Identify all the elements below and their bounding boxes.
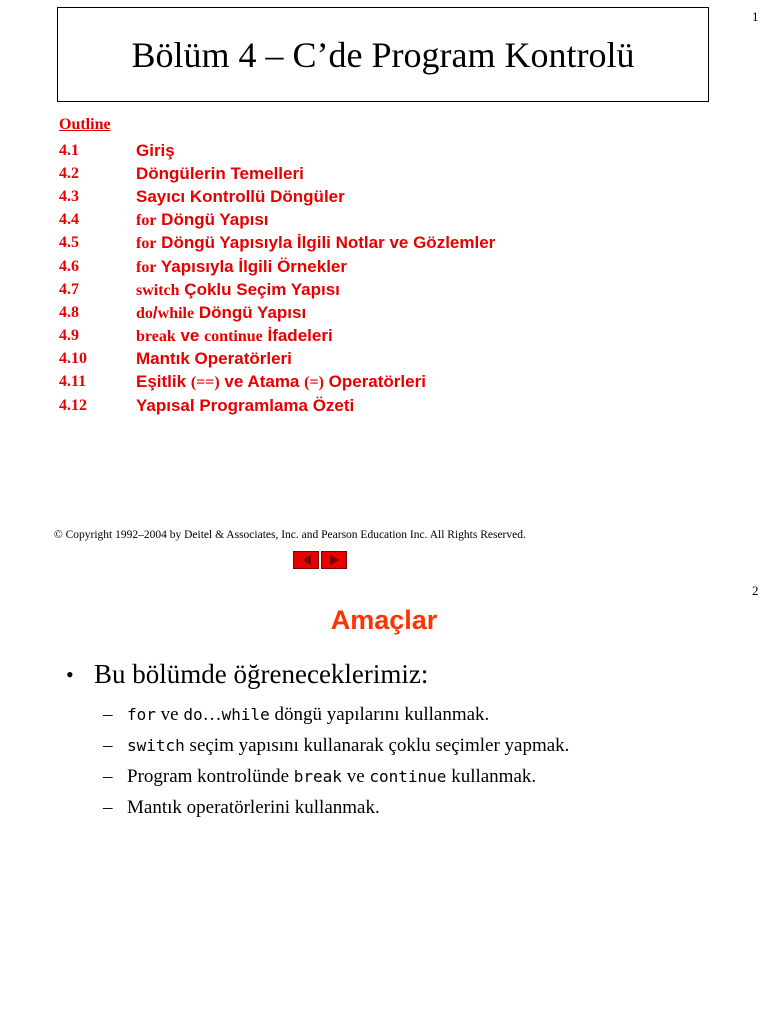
section-title-part: Döngü Yapısı: [156, 210, 269, 230]
triangle-right-icon: [330, 555, 339, 565]
code-keyword: continue: [369, 767, 447, 786]
section-number: 4.5: [59, 234, 79, 252]
outline-link[interactable]: Outline: [59, 116, 111, 133]
section-title-part: Yapısıyla İlgili Örnekler: [156, 256, 347, 276]
bullet-item: [66, 659, 428, 690]
outline-item[interactable]: [59, 301, 495, 324]
slide-title: Bölüm 4 – C’de Program Kontrolü: [131, 34, 635, 75]
section-title-part: Eşitlik: [136, 372, 191, 392]
objective-text: döngü yapılarını kullanmak.: [269, 703, 490, 725]
next-slide-button[interactable]: [321, 551, 347, 569]
outline-item[interactable]: [59, 255, 495, 278]
section-title-part: Operatörleri: [323, 372, 426, 392]
code-keyword: for: [127, 705, 156, 724]
section-number: 4.6: [59, 257, 79, 275]
outline-item[interactable]: [59, 232, 495, 255]
outline-list: [59, 139, 495, 417]
code-keyword: break: [293, 767, 342, 786]
section-number: 4.10: [59, 350, 87, 368]
objective-text: ve: [155, 703, 184, 725]
section-title: [136, 372, 426, 392]
code-keyword: while: [221, 705, 270, 724]
section-title: [136, 303, 306, 323]
section-title: [136, 141, 175, 161]
section-number: 4.7: [59, 280, 79, 298]
copyright-notice: © Copyright 1992–2004 by Deitel & Associates, Inc. and Pearson Education Inc. All Rights Reserved.: [54, 529, 526, 541]
outline-item[interactable]: [59, 325, 495, 348]
dash-icon: –: [103, 734, 113, 756]
section-title-part: break: [136, 328, 176, 346]
section-title-part: İfadeleri: [262, 326, 333, 346]
outline-item[interactable]: [59, 185, 495, 208]
slide-title: Amaçlar: [330, 605, 438, 635]
section-number: 4.11: [59, 373, 87, 391]
code-keyword: switch: [127, 736, 185, 755]
section-title: [136, 233, 495, 253]
section-title-part: Döngülerin Temelleri: [136, 163, 304, 183]
objective-item: [103, 761, 569, 792]
section-title-part: for: [136, 235, 157, 253]
outline-item[interactable]: [59, 162, 495, 185]
objective-text: …: [202, 703, 222, 725]
section-number: 4.2: [59, 164, 79, 182]
section-title-part: Giriş: [136, 140, 175, 160]
section-title-part: ve Atama: [219, 372, 305, 392]
objective-text: ve: [341, 765, 370, 787]
section-title: [136, 257, 347, 277]
dash-icon: –: [103, 765, 113, 787]
section-number: 4.9: [59, 327, 79, 345]
dash-icon: –: [103, 796, 113, 818]
page-number: 2: [752, 583, 759, 598]
section-title-part: Döngü Yapısı: [194, 302, 307, 322]
section-title: [136, 187, 345, 207]
outline-item[interactable]: [59, 139, 495, 162]
section-title-part: /: [152, 302, 158, 322]
section-title-part: Sayıcı Kontrollü Döngüler: [136, 186, 345, 206]
section-title: [136, 349, 292, 369]
section-number: 4.3: [59, 187, 79, 205]
outline-item[interactable]: [59, 371, 495, 394]
section-title-part: Döngü Yapısıyla İlgili Notlar ve Gözlemler: [156, 233, 496, 253]
section-title-part: ve: [175, 326, 205, 346]
objectives-list: [103, 699, 569, 823]
section-title: [136, 210, 269, 230]
slide-navigation: [293, 551, 347, 569]
section-number: 4.12: [59, 396, 87, 414]
outline-item[interactable]: [59, 394, 495, 417]
objective-text: kullanmak.: [446, 765, 537, 787]
triangle-left-icon: [302, 555, 311, 565]
objective-text: Mantık operatörlerini kullanmak.: [127, 796, 380, 818]
section-title-part: continue: [204, 328, 263, 346]
previous-slide-button[interactable]: [293, 551, 319, 569]
code-keyword: do: [183, 705, 203, 724]
bullet-text: Bu bölümde öğreneceklerimiz:: [94, 659, 429, 689]
dash-icon: –: [103, 703, 113, 725]
section-title-part: (=): [304, 374, 324, 392]
section-title-part: Mantık Operatörleri: [136, 349, 292, 369]
bullet-icon: •: [66, 661, 74, 687]
section-title-part: (==): [190, 374, 220, 392]
objective-item: [103, 699, 569, 730]
section-number: 4.4: [59, 211, 79, 229]
section-title-part: for: [136, 212, 157, 230]
section-title-part: Çoklu Seçim Yapısı: [179, 279, 340, 299]
section-title: [136, 326, 333, 346]
objective-text: Program kontrolünde: [127, 765, 294, 787]
section-number: 4.1: [59, 141, 79, 159]
section-title-part: do: [136, 304, 153, 322]
outline-item[interactable]: [59, 278, 495, 301]
objective-item: [103, 730, 569, 761]
outline-item[interactable]: [59, 348, 495, 371]
objective-text: seçim yapısını kullanarak çoklu seçimler yapmak.: [184, 734, 570, 756]
page-number: 1: [752, 9, 759, 24]
section-title-part: switch: [136, 281, 180, 299]
objective-item: [103, 792, 569, 823]
title-box: [57, 7, 709, 102]
outline-item[interactable]: [59, 209, 495, 232]
section-title-part: for: [136, 258, 157, 276]
section-title-part: Yapısal Programlama Özeti: [136, 395, 355, 415]
section-title: [136, 164, 304, 184]
section-title-part: while: [157, 304, 195, 322]
section-title: [136, 396, 354, 416]
section-title: [136, 280, 340, 300]
section-number: 4.8: [59, 303, 79, 321]
